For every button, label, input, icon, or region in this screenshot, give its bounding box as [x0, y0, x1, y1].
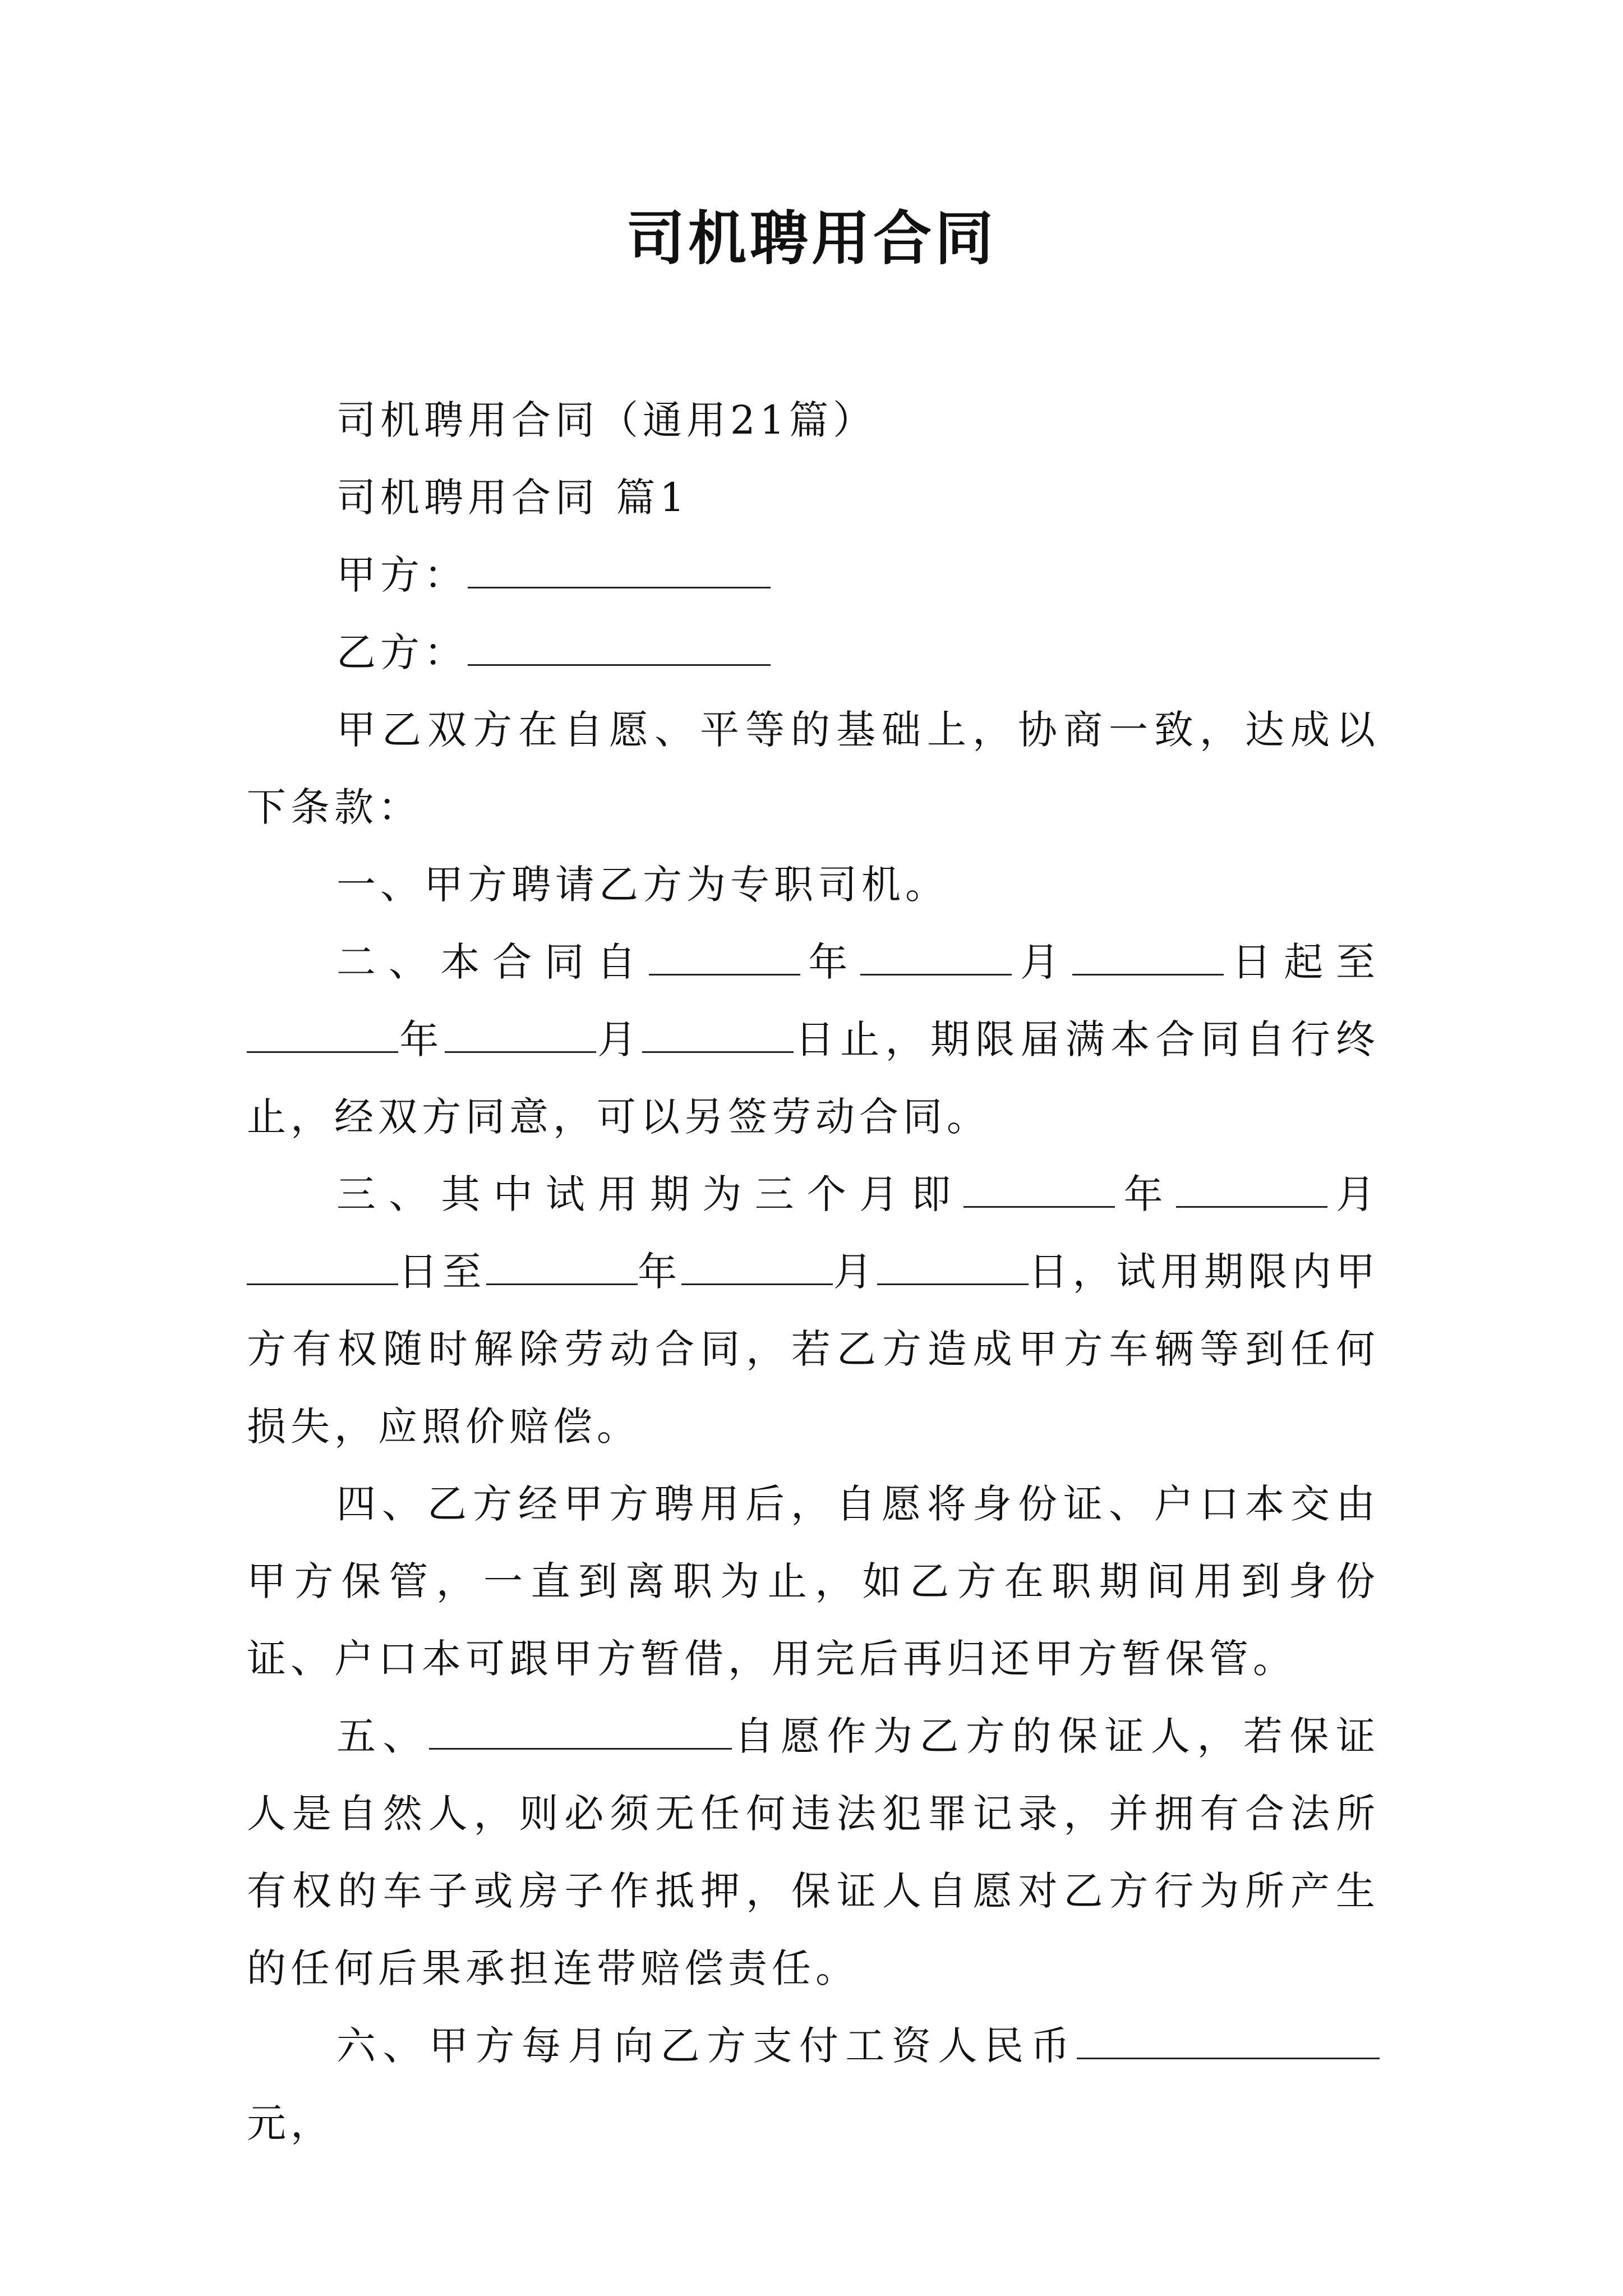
- clause-2-day-from: 日起至: [1223, 939, 1380, 985]
- clause-1: 一、甲方聘请乙方为专职司机。: [336, 862, 949, 908]
- clause-3-tail: 日，试用期限内甲方有权随时解除劳动合同，若乙方造成甲方车辆等到任何损失，应照价赔偿。: [247, 1249, 1380, 1450]
- clause-3-month-blank-1: [1176, 1169, 1327, 1208]
- clause-2-month-2: 月: [596, 1016, 643, 1062]
- clause-2-year-blank-1: [649, 937, 800, 976]
- clause-2-day-blank-2: [642, 1014, 794, 1053]
- clause-6-tail: 元，: [247, 2100, 334, 2146]
- clause-2-year-2: 年: [398, 1016, 445, 1062]
- clause-3-day-blank-1: [247, 1246, 398, 1286]
- intro-paragraph: 甲乙双方在自愿、平等的基础上，协商一致，达成以下条款：: [247, 707, 1380, 830]
- clause-3-year-blank-2: [486, 1246, 638, 1286]
- clause-2-lead: 二、本合同自: [336, 939, 649, 985]
- document-body: [247, 381, 1380, 2162]
- party-a-blank: [468, 550, 771, 589]
- party-b-blank: [468, 627, 771, 666]
- clause-3-day-from: 日至: [398, 1249, 486, 1295]
- clause-2-month-blank-2: [445, 1014, 596, 1053]
- clause-5-lead: 五、: [336, 1713, 429, 1759]
- clause-6: [247, 2007, 1380, 2162]
- clause-2-year-blank-2: [247, 1014, 398, 1053]
- subtitle: 司机聘用合同（通用21篇）: [336, 397, 877, 443]
- party-a-line: [247, 536, 1380, 614]
- clause-2-month-blank-1: [860, 937, 1012, 976]
- clause-3-lead: 三、其中试用期为三个月即: [336, 1171, 964, 1217]
- party-b-label: 乙方：: [336, 629, 468, 675]
- clause-5: [247, 1697, 1380, 2007]
- clause-3-year-blank-1: [963, 1169, 1115, 1208]
- clause-2: [247, 923, 1380, 1156]
- section-heading: 司机聘用合同 篇1: [336, 475, 689, 521]
- clause-3-year-1: 年: [1115, 1171, 1176, 1217]
- clause-2-year-1: 年: [800, 939, 861, 985]
- document-title: 司机聘用合同: [626, 204, 997, 273]
- clause-3-month-2: 月: [833, 1249, 877, 1295]
- party-a-label: 甲方：: [336, 552, 468, 598]
- clause-3-month-blank-2: [681, 1246, 833, 1286]
- guarantor-blank: [429, 1711, 732, 1750]
- clause-3: [247, 1156, 1380, 1465]
- clause-4: 四、乙方经甲方聘用后，自愿将身份证、户口本交由甲方保管，一直到离职为止，如乙方在职期间用到身份证、户口本可跟甲方暂借，用完后再归还甲方暂保管。: [247, 1481, 1380, 1682]
- clause-3-year-2: 年: [637, 1249, 682, 1295]
- clause-3-month-1: 月: [1327, 1171, 1380, 1217]
- salary-blank: [1077, 2021, 1380, 2060]
- clause-6-lead: 六、甲方每月向乙方支付工资人民币: [336, 2023, 1077, 2069]
- clause-2-month-1: 月: [1012, 939, 1072, 985]
- clause-2-day-blank-1: [1072, 937, 1224, 976]
- clause-3-day-blank-2: [877, 1246, 1029, 1286]
- party-b-line: [247, 614, 1380, 691]
- clause-2-day-to: 日止，期限届满本合同自行终止，经双方同意，可以另签劳动合同。: [247, 1016, 1380, 1140]
- clause-5-tail: 自愿作为乙方的保证人，若保证人是自然人，则必须无任何违法犯罪记录，并拥有合法所有权的车子或房子作抵押，保证人自愿对乙方行为所产生的任何后果承担连带赔偿责任。: [247, 1713, 1380, 1991]
